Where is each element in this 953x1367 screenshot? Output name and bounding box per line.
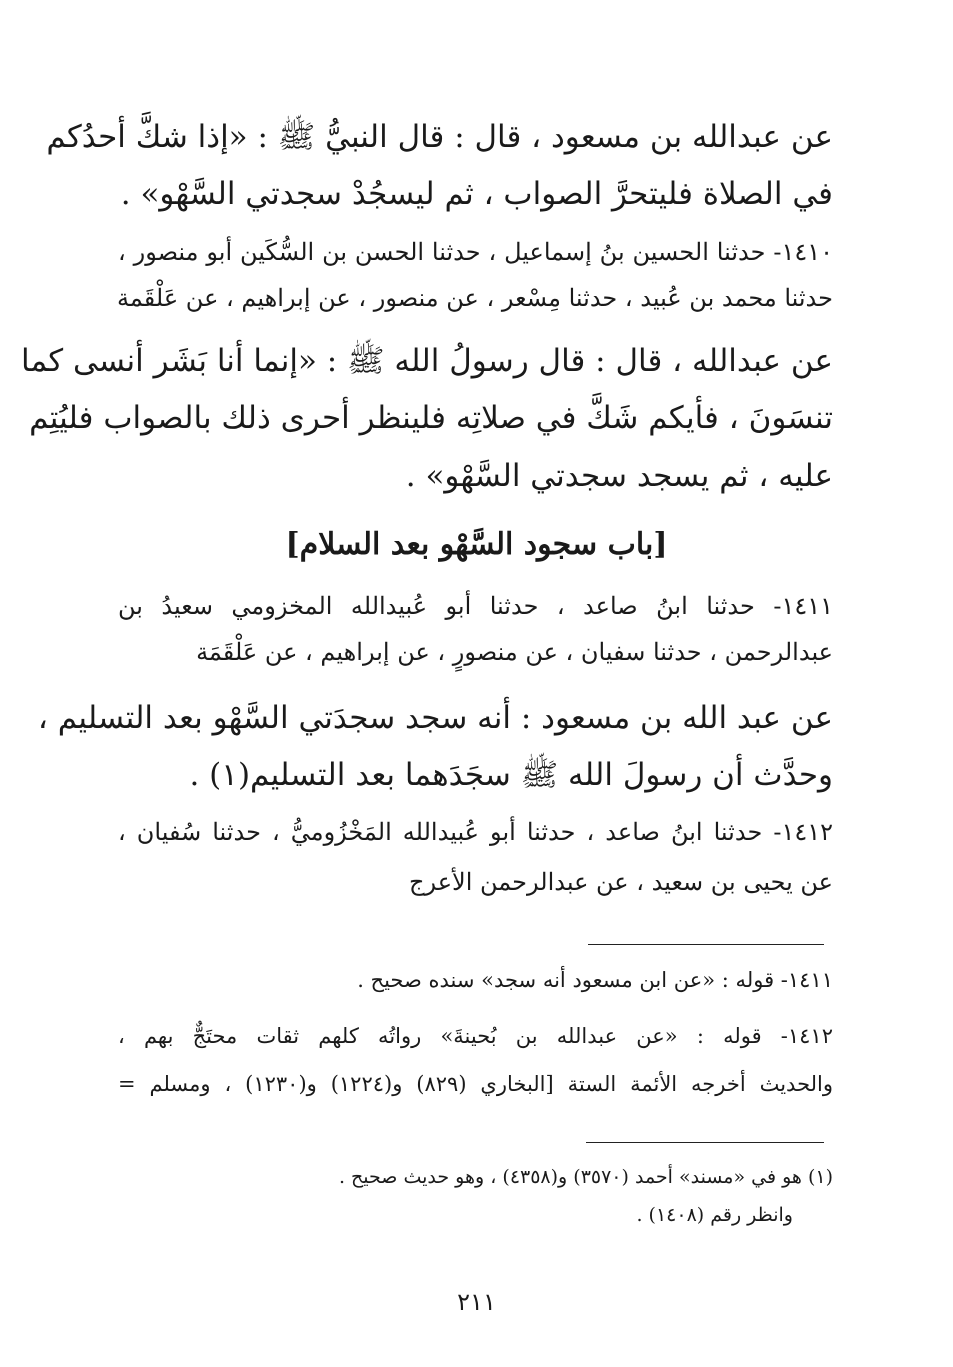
hadith-1409-matn-line-2: في الصلاة فليتحرَّ الصواب ، ثم ليسجُدْ سجدتي السَّهْو» . — [120, 176, 833, 212]
commentary-line-2: ١٤١٢- قوله : «عن عبدالله بن بُحينةَ» رواتُه كلهم ثقات محتَجٌّ بهم ، — [118, 1024, 833, 1048]
hadith-1410-isnad-line-1: ١٤١٠- حدثنا الحسين بنُ إسماعيل ، حدثنا الحسن بن السُّكَين أبو منصور ، — [118, 238, 833, 266]
hadith-1410-matn-line-3: عليه ، ثم يسجد سجدتي السَّهْو» . — [405, 458, 833, 494]
hadith-1411-isnad-line-2: عبدالرحمن ، حدثنا سفيان ، عن منصورٍ ، عن إبراهيم ، عن عَلْقَمَة — [196, 638, 833, 666]
hadith-1411-matn-line-1: عن عبد الله بن مسعود : أنه سجد سجدَتي السَّهْو بعد التسليم ، — [37, 700, 833, 736]
hadith-1409-matn-line-1: عن عبدالله بن مسعود ، قال : قال النبيُّ ﷺ : «إذا شكَّ أحدُكم — [46, 119, 833, 155]
footnote-line-2: وانظر رقم (١٤٠٨) . — [636, 1204, 793, 1226]
hadith-1411-isnad-line-1: ١٤١١- حدثنا ابنُ صاعد ، حدثنا أبو عُبيدالله المخزومي سعيدُ بن — [118, 592, 833, 620]
commentary-line-1: ١٤١١- قوله : «عن ابن مسعود أنه سجد» سنده صحيح . — [357, 968, 833, 992]
hadith-1410-matn-line-2: تنسَونَ ، فأيكم شَكَّ في صلاتِه فلينظر أحرى ذلك بالصواب فليُتِم — [29, 400, 833, 436]
hadith-1412-isnad-line-1: ١٤١٢- حدثنا ابنُ صاعد ، حدثنا أبو عُبيدالله المَخْزُوميُّ ، حدثنا سُفيان ، — [118, 818, 833, 846]
hadith-1411-matn-line-2: وحدَّث أن رسولَ الله ﷺ سجَدَهما بعد التسليم(١) . — [189, 757, 833, 793]
page-number: ٢١١ — [457, 1288, 496, 1316]
hadith-1412-isnad-line-2: عن يحيى بن سعيد ، عن عبدالرحمن الأعرج — [409, 868, 833, 896]
footnote-separator — [586, 1142, 824, 1143]
hadith-1410-isnad-line-2: حدثنا محمد بن عُبيد ، حدثنا مِسْعر ، عن منصور ، عن إبراهيم ، عن عَلْقَمة — [117, 284, 833, 312]
commentary-separator — [588, 944, 824, 945]
hadith-1410-matn-line-1: عن عبدالله ، قال : قال رسولُ الله ﷺ : «إنما أنا بَشَر أنسى كما — [21, 343, 833, 379]
section-heading: [باب سجود السَّهْو بعد السلام] — [285, 527, 668, 562]
footnote-line-1: (١) هو في «مسند» أحمد (٣٥٧٠) و(٤٣٥٨) ، وهو حديث صحيح . — [338, 1166, 833, 1188]
commentary-line-3: والحديث أخرجه الأئمة الستة [البخاري (٨٢٩) و(١٢٢٤) و(١٢٣٠) ، ومسلم = — [118, 1072, 834, 1096]
